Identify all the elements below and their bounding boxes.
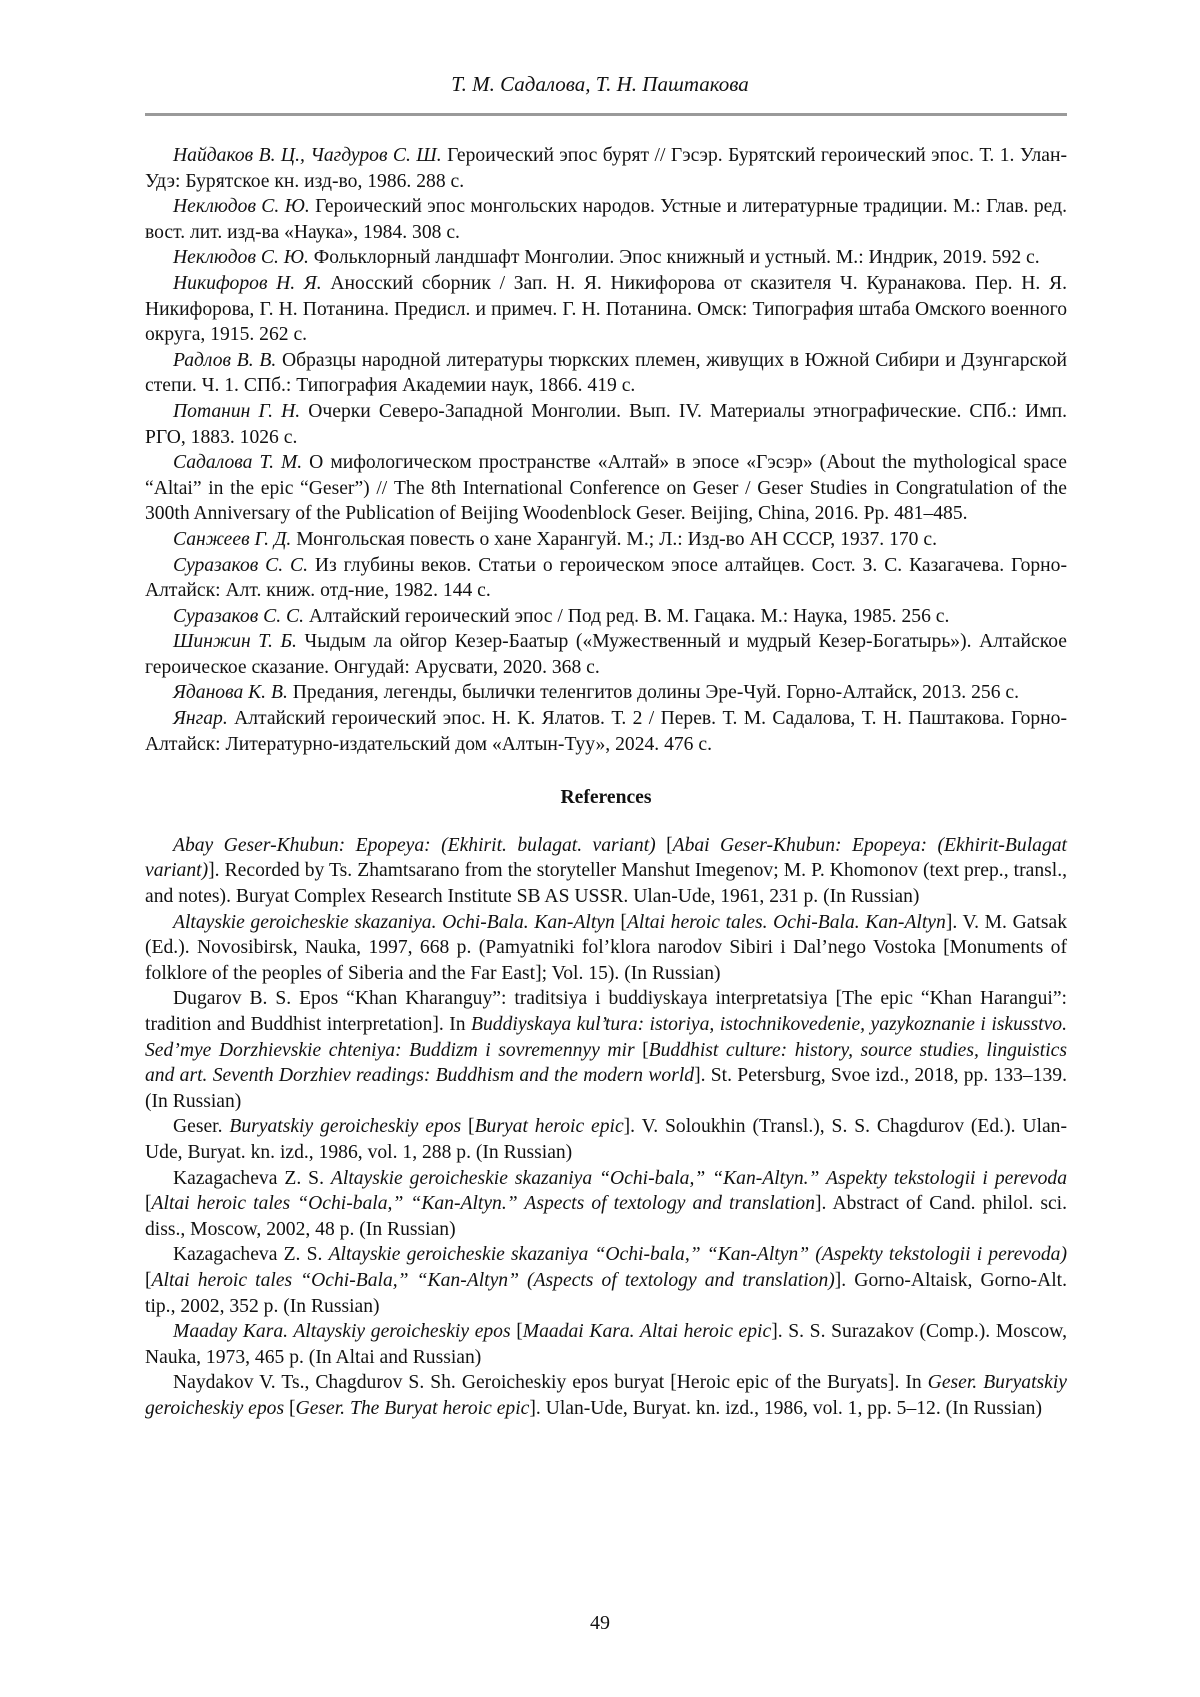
reference-title-italic: Geser. The Buryat heroic epic	[295, 1397, 530, 1419]
reference-text: ]. Recorded by Ts. Zhamtsarano from the storyteller Manshut Imegenov; M. P. Khomonov (text prep., transl., and notes). Buryat Complex Research Institute SB AS USSR. Ulan-Ude, 1961, 231 p. (In Russian)	[145, 860, 1067, 908]
reference-text: ]. Ulan-Ude, Buryat. kn. izd., 1986, vol. 1, pp. 5–12. (In Russian)	[529, 1397, 1042, 1419]
reference-entry	[145, 1114, 1067, 1165]
reference-entry	[145, 910, 1067, 987]
reference-text: Алтайский героический эпос / Под ред. В. М. Гацака. М.: Наука, 1985. 256 с.	[304, 605, 950, 627]
reference-text: Dugarov B. S. Epos “Khan Kharanguy”: traditsiya i buddiyskaya interpretatsiya [The epic “Khan Harangui”: tradition and Buddhist interpretation]. In	[145, 988, 1067, 1035]
reference-entry	[145, 399, 1067, 450]
reference-text: [	[614, 911, 627, 933]
reference-entry	[145, 194, 1067, 245]
reference-text: О мифологическом пространстве «Алтай» в эпосе «Гэсэр» (About the mythological space “Altai” in the epic “Geser”) // The 8th International Conference on Geser / Geser Studies in Congratulation of the 300th Anniversary of the Publication of Beijing Woodenblock Geser. Beijing, China, 2016. Pp. 481–485.	[145, 452, 1067, 525]
reference-title-italic: Altayskie geroicheskie skazaniya “Ochi-bala,” “Kan-Altyn” (Aspekty tekstologii i perevoda)	[328, 1244, 1068, 1266]
reference-author: Санжеев Г. Д.	[173, 528, 292, 550]
references-heading: References	[560, 787, 652, 809]
reference-title-italic: Altai heroic tales “Ochi-Bala,” “Kan-Altyn” (Aspects of textology and translation)	[151, 1269, 835, 1291]
reference-entry	[145, 604, 1067, 630]
reference-text: Героический эпос монгольских народов. Устные и литературные традиции. М.: Глав. ред. вост. лит. изд-ва «Наука», 1984. 308 с.	[145, 196, 1067, 243]
reference-title-italic: Maaday Kara. Altayskiy geroicheskiy epos	[173, 1321, 511, 1343]
reference-title-italic: Altayskie geroicheskie skazaniya. Ochi-Bala. Kan-Altyn	[173, 911, 615, 933]
running-header: Т. М. Садалова, Т. Н. Паштакова	[451, 72, 749, 96]
reference-text: Фольклорный ландшафт Монголии. Эпос книжный и устный. М.: Индрик, 2019. 592 с.	[308, 247, 1040, 269]
reference-title-italic: Buddhist culture: history, source studies, linguistics and art. Seventh Dorzhiev readings: Buddhism and the modern world	[145, 1039, 1067, 1087]
reference-title-italic: Altayskie geroicheskie skazaniya “Ochi-bala,” “Kan-Altyn.” Aspekty tekstologii i perevoda	[330, 1167, 1067, 1189]
reference-text: ]. V. M. Gatsak (Ed.). Novosibirsk, Nauka, 1997, 668 p. (Pamyatniki fol’klora narodov Sibiri i Dal’nego Vostoka [Monuments of folklore of the peoples of Siberia and the Far East]; Vol. 15). (In Russian)	[145, 911, 1067, 984]
reference-title-italic: Buryat heroic epic	[474, 1116, 624, 1138]
reference-entry	[145, 1370, 1067, 1421]
reference-author: Яданова К. В.	[173, 682, 288, 704]
reference-text: ]. Gorno-Altaisk, Gorno-Alt. tip., 2002, 352 p. (In Russian)	[145, 1269, 1067, 1317]
reference-title-italic: Altai heroic tales “Ochi-bala,” “Kan-Altyn.” Aspects of textology and translation	[151, 1193, 816, 1215]
reference-title-italic: Abay Geser-Khubun: Epopeya: (Ekhirit. bulagat. variant)	[173, 834, 656, 856]
reference-entry	[145, 348, 1067, 399]
reference-text: Героический эпос бурят // Гэсэр. Бурятский героический эпос. Т. 1. Улан-Удэ: Бурятское кн. изд-во, 1986. 288 с.	[145, 145, 1067, 192]
reference-entry	[145, 680, 1067, 706]
reference-entry	[145, 1242, 1067, 1319]
reference-text: Очерки Северо-Западной Монголии. Вып. IV. Материалы этнографические. СПб.: Имп. РГО, 1883. 1026 с.	[145, 400, 1067, 448]
reference-text: [	[284, 1397, 296, 1419]
reference-text: [	[145, 1193, 152, 1215]
reference-entry	[145, 245, 1067, 271]
reference-text: Naydakov V. Ts., Chagdurov S. Sh. Geroicheskiy epos buryat [Heroic epic of the Buryats]. In	[173, 1372, 928, 1394]
reference-author: Шинжин Т. Б.	[173, 631, 297, 653]
reference-author: Суразаков С. С.	[173, 554, 308, 576]
reference-text: ]. Abstract of Cand. philol. sci. diss., Moscow, 2002, 48 p. (In Russian)	[145, 1193, 1068, 1240]
reference-text: Kazagacheva Z. S.	[173, 1244, 329, 1266]
reference-author: Радлов В. В.	[173, 349, 277, 371]
reference-entry	[145, 833, 1067, 910]
english-reference-list	[145, 833, 1067, 1422]
reference-title-italic: Altai heroic tales. Ochi-Bala. Kan-Altyn	[626, 911, 946, 933]
reference-text: Kazagacheva Z. S.	[173, 1167, 331, 1189]
reference-text: ]. V. Soloukhin (Transl.), S. S. Chagdurov (Ed.). Ulan-Ude, Buryat. kn. izd., 1986, vol. 1, 288 p. (In Russian)	[145, 1116, 1067, 1163]
reference-entry	[145, 450, 1067, 527]
reference-entry	[145, 527, 1067, 553]
reference-entry	[145, 1166, 1067, 1243]
reference-entry	[145, 986, 1067, 1114]
reference-title-italic: Abai Geser-Khubun: Epopeya: (Ekhirit-Bulagat variant)	[145, 834, 1067, 882]
reference-author: Суразаков С. С.	[173, 605, 304, 627]
reference-text: Монгольская повесть о хане Харангуй. М.; Л.: Изд-во АН СССР, 1937. 170 с.	[291, 528, 937, 550]
reference-entry	[145, 629, 1067, 680]
reference-author: Янгар.	[173, 708, 228, 730]
references-section	[145, 143, 1067, 1422]
reference-text: [	[145, 1269, 152, 1291]
reference-text: ]. S. S. Surazakov (Comp.). Moscow, Nauka, 1973, 465 p. (In Altai and Russian)	[145, 1321, 1067, 1368]
reference-text: Чыдым ла ойгор Кезер-Баатыр («Мужественный и мудрый Кезер-Богатырь»). Алтайское героическое сказание. Онгудай: Арусвати, 2020. 368 с.	[145, 631, 1067, 678]
reference-text: [	[461, 1116, 475, 1138]
reference-text: Предания, легенды, былички теленгитов долины Эре-Чуй. Горно-Алтайск, 2013. 256 с.	[287, 682, 1019, 704]
reference-entry	[145, 271, 1067, 348]
reference-text: [	[655, 834, 673, 856]
reference-text: Образцы народной литературы тюркских племен, живущих в Южной Сибири и Дзунгарской степи. Ч. 1. СПб.: Типография Академии наук, 1866. 419 с.	[145, 349, 1068, 397]
reference-text: Из глубины веков. Статьи о героическом эпосе алтайцев. Сост. З. С. Казагачева. Горно-Алтайск: Алт. книж. отд-ние, 1982. 144 с.	[145, 554, 1067, 602]
reference-title-italic: Buryatskiy geroicheskiy epos	[229, 1116, 462, 1138]
reference-entry	[145, 143, 1067, 194]
reference-entry	[145, 553, 1067, 604]
page-number: 49	[590, 1612, 610, 1634]
reference-title-italic: Buddiyskaya kul’tura: istoriya, istochnikovedenie, yazykoznanie i iskusstvo. Sed’mye Dorzhievskie chteniya: Buddizm i sovremennyy mir	[145, 1014, 1067, 1061]
reference-text: [	[634, 1039, 649, 1061]
reference-author: Потанин Г. Н.	[173, 400, 301, 422]
reference-entry	[145, 1319, 1067, 1370]
reference-text: Geser.	[173, 1116, 230, 1138]
reference-author: Найдаков В. Ц., Чагдуров С. Ш.	[173, 145, 442, 166]
reference-text: Аносский сборник / Зап. Н. Я. Никифорова от сказителя Ч. Куранакова. Пер. Н. Я. Никифорова, Г. Н. Потанина. Предисл. и примеч. Г. Н. Потанина. Омск: Типография штаба Омского военного округа, 1915. 262 с.	[145, 272, 1067, 346]
russian-reference-list	[145, 143, 1067, 757]
reference-text: [	[510, 1321, 523, 1343]
reference-title-italic: Geser. Buryatskiy geroicheskiy epos	[145, 1372, 1067, 1419]
reference-title-italic: Maadai Kara. Altai heroic epic	[522, 1321, 772, 1343]
reference-text: ]. St. Petersburg, Svoe izd., 2018, pp. 133–139. (In Russian)	[145, 1065, 1067, 1112]
reference-author: Никифоров Н. Я.	[173, 272, 322, 294]
reference-author: Садалова Т. М.	[173, 452, 303, 474]
header-rule	[145, 113, 1067, 116]
reference-text: Алтайский героический эпос. Н. К. Ялатов. Т. 2 / Перев. Т. М. Садалова, Т. Н. Паштакова. Горно-Алтайск: Литературно-издательский дом «Алтын-Туу», 2024. 476 с.	[145, 708, 1067, 755]
reference-entry	[145, 706, 1067, 757]
reference-author: Неклюдов С. Ю.	[173, 196, 310, 218]
reference-author: Неклюдов С. Ю.	[173, 247, 309, 269]
